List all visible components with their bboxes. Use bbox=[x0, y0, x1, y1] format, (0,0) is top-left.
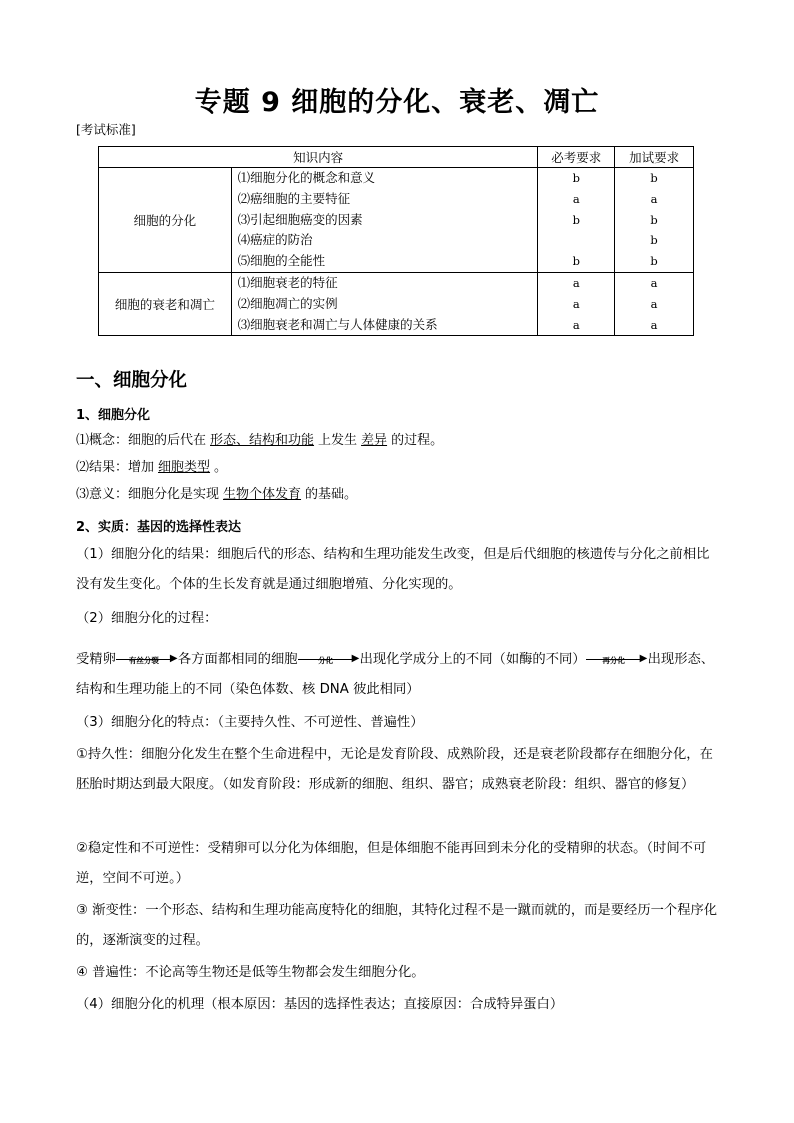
level: a bbox=[650, 317, 658, 332]
level: b bbox=[650, 212, 658, 227]
level: b bbox=[572, 171, 580, 185]
table-row bbox=[99, 168, 694, 273]
category-cell: 细胞的衰老和凋亡 bbox=[99, 272, 232, 335]
item: ⑴细胞衰老的特征 bbox=[237, 274, 338, 290]
item: ⑴细胞分化的概念和意义 bbox=[237, 170, 376, 185]
item: ⑵癌细胞的主要特征 bbox=[237, 190, 351, 206]
meaning-line bbox=[76, 483, 357, 502]
text: 的基础。 bbox=[305, 487, 358, 502]
required-cell bbox=[538, 272, 615, 335]
level: a bbox=[572, 191, 580, 206]
process-flow bbox=[76, 645, 722, 705]
level bbox=[538, 230, 614, 251]
text: ⑶意义：细胞分化是实现 bbox=[76, 487, 220, 502]
level: a bbox=[572, 296, 580, 311]
arrow-label: 再分化 bbox=[602, 656, 625, 665]
exam-standard-label: [考试标准] bbox=[76, 122, 136, 137]
level: b bbox=[572, 254, 580, 269]
text: 。 bbox=[214, 460, 228, 475]
page-title: 专题 9 细胞的分化、衰老、凋亡 bbox=[194, 87, 600, 118]
required-cell bbox=[538, 168, 615, 273]
section-heading: 一、细胞分化 bbox=[76, 370, 188, 391]
level: b bbox=[650, 233, 658, 248]
level: b bbox=[572, 212, 580, 227]
item: ⑸细胞的全能性 bbox=[237, 253, 326, 269]
paragraph: ②稳定性和不可逆性：受精卵可以分化为体细胞，但是体细胞不能再回到未分化的受精卵的状态。（时间不可逆，空间不可逆。） bbox=[76, 841, 707, 886]
item: ⑶细胞衰老和凋亡与人体健康的关系 bbox=[237, 316, 438, 332]
flow-text: 受精卵 bbox=[76, 652, 116, 667]
paragraph: ③ 渐变性：一个形态、结构和生理功能高度特化的细胞，其特化过程不是一蹴而就的，而是要经历一个程序化的，逐渐演变的过程。 bbox=[76, 903, 718, 948]
level: a bbox=[650, 275, 658, 290]
concept-line bbox=[76, 429, 443, 448]
item: ⑶引起细胞癌变的因素 bbox=[237, 211, 363, 227]
arrow-label: 分化 bbox=[318, 656, 334, 665]
arrow-icon: 再分化 ▶ bbox=[586, 651, 648, 667]
paragraph: ①持久性：细胞分化发生在整个生命进程中，无论是发育阶段、成熟阶段，还是衰老阶段都存在细胞分化，在胚胎时期达到最大限度。（如发育阶段：形成新的细胞、组织、器官；成熟衰老阶段：组织、器官的修复） bbox=[76, 747, 713, 792]
level: a bbox=[572, 275, 580, 290]
paragraph: （4）细胞分化的机理（根本原因：基因的选择性表达；直接原因：合成特异蛋白） bbox=[76, 997, 564, 1012]
level: b bbox=[650, 254, 658, 269]
flow-text: 出现化学成分上的不同（如酶的不同） bbox=[359, 652, 586, 667]
level: b bbox=[650, 171, 658, 185]
items-cell bbox=[231, 272, 538, 335]
text: 上发生 bbox=[318, 433, 358, 448]
items-cell bbox=[231, 168, 538, 273]
exam-standard-table bbox=[98, 146, 694, 336]
item: ⑵细胞凋亡的实例 bbox=[237, 295, 338, 311]
level: a bbox=[650, 296, 658, 311]
arrow-icon: 有丝分裂 ▶ bbox=[116, 651, 178, 667]
paragraph: （1）细胞分化的结果：细胞后代的形态、结构和生理功能发生改变，但是后代细胞的核遗传与分化之前相比没有发生变化。个体的生长发育就是通过细胞增殖、分化实现的。 bbox=[76, 547, 710, 592]
text: ⑵结果：增加 bbox=[76, 460, 155, 475]
fill-blank: 差异 bbox=[361, 433, 388, 448]
paragraph: （3）细胞分化的特点：（主要持久性、不可逆性、普遍性） bbox=[76, 715, 424, 730]
text: ⑴概念：细胞的后代在 bbox=[76, 433, 207, 448]
item: ⑷癌症的防治 bbox=[237, 232, 313, 248]
fill-blank: 生物个体发育 bbox=[223, 487, 302, 502]
flow-text: 出现形态、结构和生理功能上的不同（染色体数、核 DNA 彼此相同） bbox=[76, 652, 715, 697]
subsection-heading: 2、实质：基因的选择性表达 bbox=[76, 520, 242, 535]
category-cell: 细胞的分化 bbox=[99, 168, 232, 273]
arrow-icon: 分化 ▶ bbox=[298, 651, 360, 667]
table-row bbox=[99, 272, 694, 335]
subsection-heading: 1、细胞分化 bbox=[76, 408, 151, 423]
advanced-cell bbox=[615, 272, 694, 335]
fill-blank: 细胞类型 bbox=[158, 460, 211, 475]
advanced-cell bbox=[615, 168, 694, 273]
table-header-row bbox=[99, 147, 694, 168]
paragraph: （2）细胞分化的过程： bbox=[76, 611, 218, 626]
level: a bbox=[650, 191, 658, 206]
text: 的过程。 bbox=[391, 433, 444, 448]
header-advanced: 加试要求 bbox=[615, 147, 694, 168]
result-line bbox=[76, 456, 227, 475]
header-knowledge: 知识内容 bbox=[99, 147, 538, 168]
paragraph: ④ 普遍性：不论高等生物还是低等生物都会发生细胞分化。 bbox=[76, 965, 425, 980]
flow-text: 各方面都相同的细胞 bbox=[177, 652, 298, 667]
arrow-label: 有丝分裂 bbox=[128, 656, 159, 665]
header-required: 必考要求 bbox=[538, 147, 615, 168]
fill-blank: 形态、结构和功能 bbox=[210, 433, 315, 448]
level: a bbox=[572, 317, 580, 332]
